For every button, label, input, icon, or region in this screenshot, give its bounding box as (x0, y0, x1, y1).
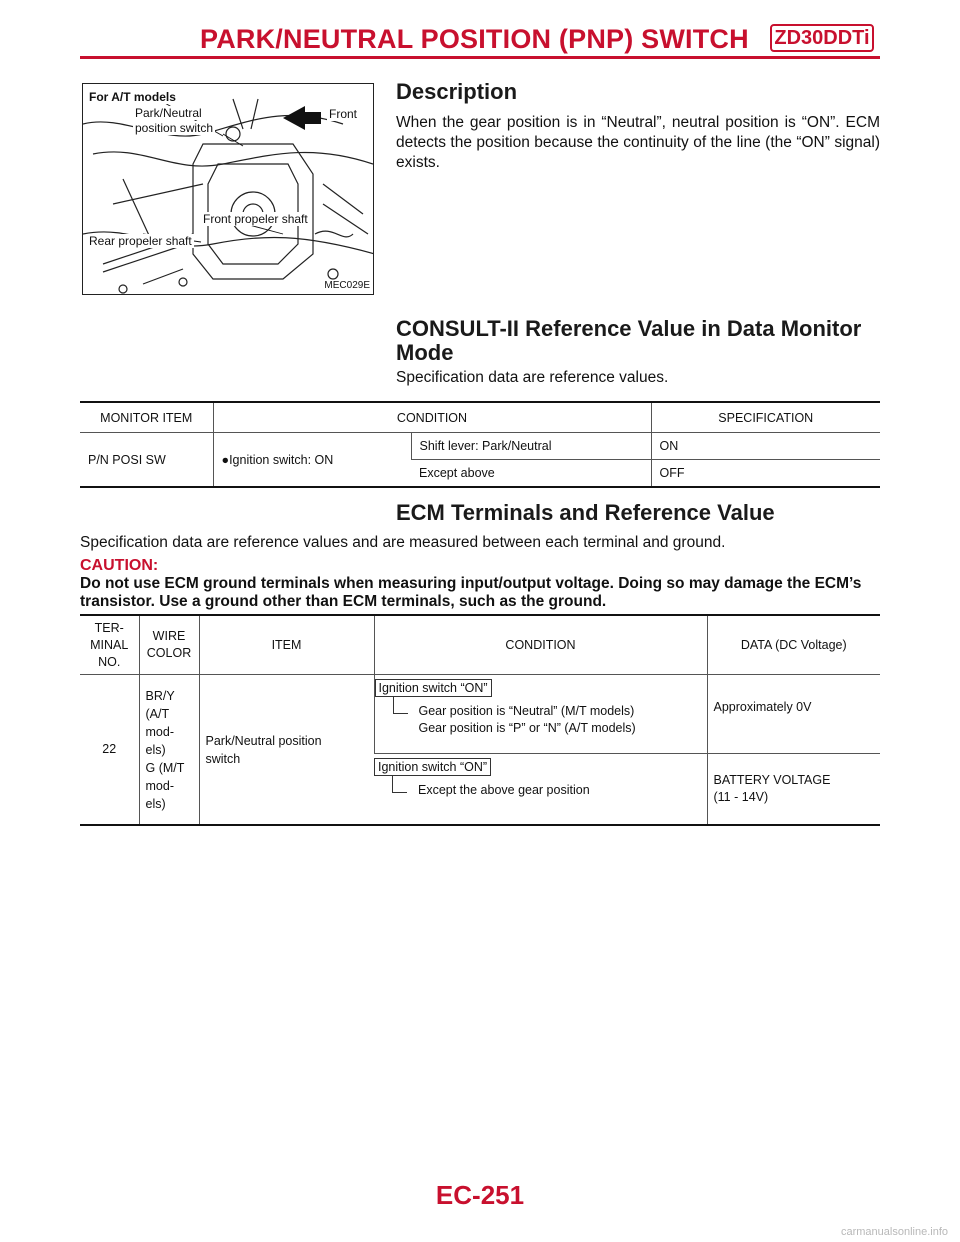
ecm-note: Specification data are reference values and are measured between each terminal and ground. (80, 534, 726, 551)
header-rule (80, 56, 880, 59)
wire-color-cell: BR/Y (A/T mod- els) G (M/T mod- els) (139, 675, 199, 826)
watermark: carmanualsonline.info (840, 1226, 948, 1238)
col-header-terminal: TER- MINAL NO. (90, 620, 129, 669)
data-cell: BATTERY VOLTAGE (11 - 14V) (707, 754, 880, 826)
page-number: EC-251 (435, 1180, 525, 1210)
col-header-condition: CONDITION (374, 615, 707, 675)
data-cell: Approximately 0V (707, 675, 880, 754)
condition-sub: Except the above gear position (380, 782, 701, 799)
condition-cell (374, 675, 707, 754)
table-row (80, 675, 880, 754)
condition-main: Ignition switch “ON” (375, 679, 492, 697)
figure-label-pnp-2: position switch (135, 121, 214, 135)
figure-label-models: For A/T models (89, 90, 176, 104)
col-header-condition: CONDITION (213, 402, 651, 433)
engine-code-badge: ZD30DDTi (770, 24, 874, 52)
figure-label-pnp-1: Park/Neutral (135, 106, 202, 120)
section-title: PARK/NEUTRAL POSITION (PNP) SWITCH (200, 24, 749, 54)
monitor-item-cell: P/N POSI SW (80, 433, 213, 488)
ecm-heading: ECM Terminals and Reference Value (396, 500, 775, 525)
terminal-cell: 22 (80, 675, 139, 826)
condition-sub: Gear position is “Neutral” (M/T models) Gear position is “P” or “N” (A/T models) (381, 703, 701, 737)
bullet-icon: ● (221, 452, 230, 467)
col-header-item: ITEM (199, 615, 374, 675)
condition-cell: Shift lever: Park/Neutral (411, 433, 651, 460)
table-header-row (80, 615, 880, 675)
description-heading: Description (396, 79, 518, 104)
caution-label: CAUTION: (80, 557, 159, 574)
figure-label-front: Front (329, 107, 358, 121)
main-condition-cell (213, 433, 411, 488)
col-header-monitor-item: MONITOR ITEM (100, 410, 193, 425)
condition-main: Ignition switch “ON” (374, 758, 491, 776)
description-text: When the gear position is in “Neutral”, neutral position is “ON”. ECM detects the position because the continuity of the line (the “ON” signal) exists. (396, 114, 880, 171)
main-condition-text: Ignition switch: ON (229, 452, 334, 467)
spec-cell: ON (651, 433, 880, 460)
table-header-row (80, 402, 880, 433)
figure-code: MEC029E (324, 280, 370, 291)
figure-label-front-shaft: Front propeler shaft (203, 212, 308, 226)
col-header-wire-color: WIRE COLOR (139, 615, 199, 675)
caution-text: Do not use ECM ground terminals when measuring input/output voltage. Doing so may damage the ECM’s transistor. Use a ground other than ECM terminals, such as the ground. (80, 575, 862, 610)
consult-note: Specification data are reference values. (396, 369, 669, 386)
consult-heading: CONSULT-II Reference Value in Data Monitor Mode (396, 316, 862, 365)
table-row (80, 433, 880, 460)
consult-reference-table (80, 401, 880, 488)
condition-cell (374, 754, 707, 826)
condition-cell: Except above (411, 460, 651, 488)
ecm-terminal-table (80, 614, 880, 826)
pnp-switch-illustration (82, 83, 374, 295)
col-header-specification: SPECIFICATION (651, 402, 880, 433)
item-cell: Park/Neutral position switch (199, 675, 374, 826)
spec-cell: OFF (651, 460, 880, 488)
col-header-data: DATA (DC Voltage) (707, 615, 880, 675)
figure-label-rear-shaft: Rear propeler shaft (89, 234, 192, 248)
